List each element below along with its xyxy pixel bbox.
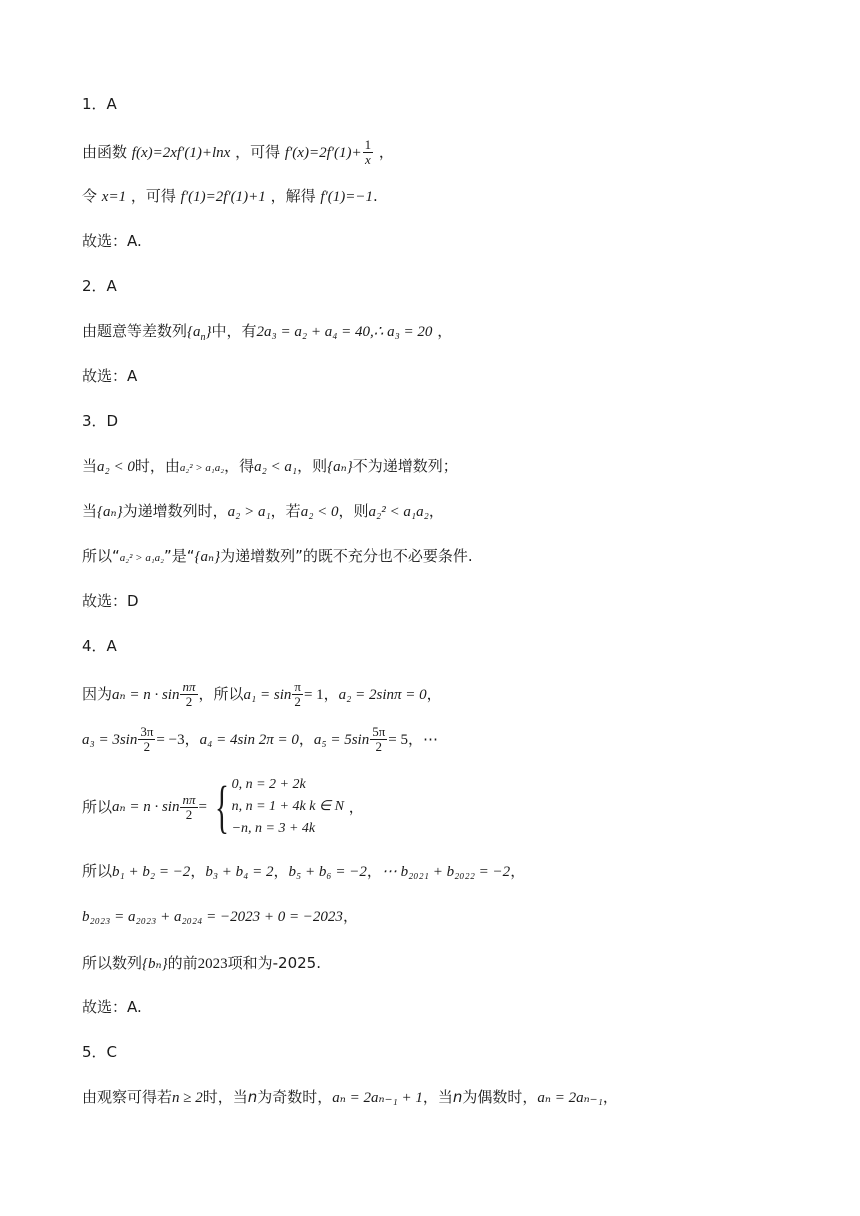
- text: ，: [437, 322, 453, 340]
- math: {aₙ}: [97, 504, 123, 520]
- q3-line2: [82, 500, 444, 523]
- text: 由题意等差数列: [82, 322, 188, 340]
- math: f′(1)=2f′(1)+1: [180, 189, 266, 205]
- text: 由函数: [82, 143, 128, 161]
- text: 时，由: [134, 457, 180, 475]
- q4-answer: 故选：A.: [82, 998, 142, 1016]
- text: 所以: [82, 798, 113, 816]
- q4-line3: [82, 774, 364, 840]
- text: ，则: [338, 502, 369, 520]
- math: 2a₃ = a₂ + a₄ = 40,∴ a₃ = 20: [256, 324, 433, 340]
- fraction: $\frac{n\pi}{2}$: [182, 791, 196, 822]
- text: ，: [426, 685, 442, 703]
- text: ，: [273, 862, 289, 880]
- text: 不为递增数列；: [352, 457, 458, 475]
- text: ”是“: [163, 547, 195, 565]
- math: 2023: [197, 956, 228, 972]
- text: ，所以: [198, 685, 244, 703]
- math: a₂² > a₁a₂: [119, 552, 164, 564]
- q2-answer: 故选：A: [82, 367, 138, 385]
- math: b₂₀₂₃ = a₂₀₂₃ + a₂₀₂₄ = −2023 + 0 = −2023: [82, 909, 343, 925]
- text: 为递增数列时，: [122, 502, 228, 520]
- q4-line6: [82, 952, 321, 975]
- text: ，: [184, 730, 200, 748]
- text: ，: [378, 143, 394, 161]
- text: ，: [323, 685, 339, 703]
- fraction: $\frac{5\pi}{2}$: [372, 724, 386, 754]
- text: 的前: [167, 954, 198, 972]
- math: a₂ < a₁: [254, 459, 298, 475]
- math: ⋯: [423, 732, 439, 748]
- math: {aₙ}: [194, 549, 221, 565]
- math: aₙ = n · sin: [112, 799, 180, 815]
- text: 为递增数列”的既不充分也不必要条件.: [220, 547, 473, 565]
- text: 项和为-2025.: [227, 954, 321, 972]
- math: {aₙ}: [327, 459, 353, 475]
- case-row: −n, n = 3 + 4k: [231, 821, 316, 836]
- math: a₂ = 2sinπ = 0: [338, 687, 427, 703]
- text: ，当: [422, 1088, 453, 1106]
- math: a₅ = 5sin: [313, 732, 370, 748]
- text: .: [373, 187, 378, 205]
- text: ，: [342, 907, 358, 925]
- q1-line1: [82, 138, 394, 167]
- math: a₂ < 0: [300, 504, 339, 520]
- math: aₙ = 2aₙ₋₁ + 1: [332, 1090, 423, 1106]
- math: f(x)=2xf′(1)+lnx: [131, 145, 231, 161]
- case-row: n, n = 1 + 4k k ∈ N: [231, 799, 344, 814]
- text: 为奇数时，: [257, 1088, 333, 1106]
- text: ，则: [297, 457, 328, 475]
- text: ，若: [270, 502, 301, 520]
- math: b₅ + b₆ = −2: [288, 864, 367, 880]
- text: ，: [366, 862, 382, 880]
- q1-heading: 1．A: [82, 95, 117, 113]
- text: ，得: [224, 457, 255, 475]
- text: ，: [348, 798, 364, 816]
- q1-line2: [82, 185, 378, 208]
- math: a₃ = 3sin: [82, 732, 138, 748]
- fraction: $\frac{\pi}{2}$: [294, 679, 301, 709]
- fraction: $\frac{3\pi}{2}$: [140, 724, 154, 754]
- case-row: 0, n = 2 + 2k: [231, 777, 306, 792]
- math: f′(x)=2f′(1)+: [284, 145, 362, 161]
- math: b₃ + b₄ = 2: [205, 864, 274, 880]
- text: 中，有: [211, 322, 257, 340]
- q3-heading: 3．D: [82, 412, 119, 430]
- text: 时，当: [202, 1088, 248, 1106]
- math: {bₙ}: [142, 956, 168, 972]
- math: ⋯ b₂₀₂₁ + b₂₀₂₂ = −2: [381, 864, 511, 880]
- q4-line4: [82, 860, 525, 883]
- math: a₁ = sin: [243, 687, 292, 703]
- math: = 5: [388, 732, 408, 748]
- text: 令: [82, 187, 98, 205]
- math: n: [452, 1088, 463, 1106]
- math: =: [198, 799, 207, 815]
- q4-line1: [82, 680, 442, 709]
- q4-line5: [82, 905, 358, 928]
- q5-heading: 5．C: [82, 1043, 118, 1061]
- math: aₙ = n · sin: [112, 687, 180, 703]
- text: 当: [82, 457, 98, 475]
- math: b₁ + b₂ = −2: [112, 864, 191, 880]
- q4-line2: [82, 725, 438, 754]
- math: n: [247, 1088, 258, 1106]
- math: a₂² < a₁a₂: [368, 504, 429, 520]
- math: a₄ = 4sin 2π = 0: [199, 732, 299, 748]
- text: ，解得: [270, 187, 316, 205]
- math: n ≥ 2: [172, 1090, 203, 1106]
- q2-line1: [82, 320, 452, 343]
- math: = 1: [303, 687, 324, 703]
- text: ，可得: [235, 143, 281, 161]
- text: ，: [408, 730, 424, 748]
- math: a₂ < 0: [97, 459, 135, 475]
- text: 为偶数时，: [462, 1088, 538, 1106]
- text: 所以“: [82, 547, 120, 565]
- math: aₙ = 2aₙ₋₁: [537, 1090, 603, 1106]
- q4-heading: 4．A: [82, 637, 117, 655]
- fraction: $\frac{n\pi}{2}$: [182, 679, 196, 709]
- q5-line1: [82, 1086, 618, 1109]
- q3-answer: 故选：D: [82, 592, 139, 610]
- math: f′(1)=−1: [320, 189, 374, 205]
- math: a₂ > a₁: [227, 504, 271, 520]
- text: ，: [428, 502, 444, 520]
- text: ，: [510, 862, 526, 880]
- q1-answer: 故选：A.: [82, 232, 142, 250]
- text: ，: [298, 730, 314, 748]
- text: 当: [82, 502, 98, 520]
- math: $\{a_n\}$: [187, 324, 212, 343]
- math: x=1: [101, 189, 127, 205]
- text: 由观察可得若: [82, 1088, 173, 1106]
- piecewise: [212, 774, 344, 840]
- math: = −3: [156, 732, 185, 748]
- brace-icon: {: [214, 774, 229, 839]
- text: ，: [190, 862, 206, 880]
- text: ，: [602, 1088, 618, 1106]
- text: 所以数列: [82, 954, 143, 972]
- math: a₂² > a₁a₂: [179, 462, 225, 474]
- q3-line1: [82, 455, 458, 479]
- fraction: $\frac{1}{x}$: [364, 137, 372, 167]
- q2-heading: 2．A: [82, 277, 117, 295]
- text: 因为: [82, 685, 113, 703]
- text: ，可得: [130, 187, 176, 205]
- q3-line3: [82, 545, 473, 569]
- text: 所以: [82, 862, 113, 880]
